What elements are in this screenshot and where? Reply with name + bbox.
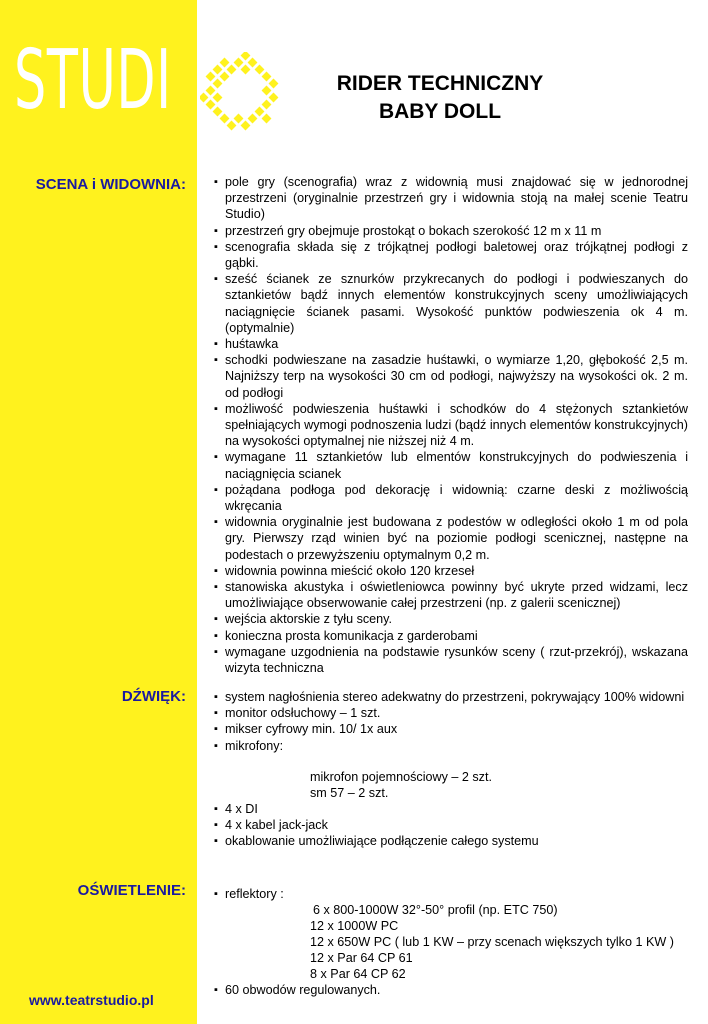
lighting-sub-item: 8 x Par 64 CP 62 (310, 967, 406, 981)
list-item: ▪ mikser cyfrowy min. 10/ 1x aux (214, 721, 688, 737)
logo-ring-tile (241, 65, 251, 75)
list-item: ▪ huśtawka (214, 336, 688, 352)
logo-ring-tile (227, 65, 237, 75)
logo-ring-tile (220, 58, 230, 68)
logo-ring-tile (241, 52, 251, 60)
lighting-sub-item: 12 x Par 64 CP 61 (310, 951, 413, 965)
lighting-sub-item: 12 x 1000W PC (310, 919, 399, 933)
list-item: ▪ scenografia składa się z trójkątnej podłogi baletowej oraz trójkątnej podłogi z gąbki. (214, 239, 688, 271)
logo-ring-tile (227, 121, 237, 131)
list-item: ▪ wymagane uzgodnienia na podstawie rysunków sceny ( rzut-przekrój), wskazana wizyta techniczna (214, 644, 688, 676)
list-item: ▪ widownia powinna mieścić około 120 krzeseł (214, 563, 688, 579)
title-line-2: BABY DOLL (378, 100, 502, 123)
logo-ring-tile (206, 86, 216, 96)
logo-ring-tile (213, 65, 223, 75)
yellow-sidebar (0, 0, 197, 1024)
list-item: ▪ pole gry (scenografia) wraz z widownią musi znajdować się w jednorodnej przestrzeni (oryginalnie przestrzeń gry i widownia stoją na małej scenie Teatru Studio) (214, 174, 688, 223)
section-label-dzwiek: DŹWIĘK: (121, 688, 186, 705)
list-item: ▪ widownia oryginalnie jest budowana z podestów w odległości około 1 m od pola gry. Pierwszy rząd winien być na poziomie podłogi scenicznej, następne na podestach o przewyższeniu optymalnym 0,2 m. (214, 514, 688, 563)
title-line-1: RIDER TECHNICZNY (336, 72, 544, 95)
list-item: ▪ stanowiska akustyka i oświetleniowca powinny być ukryte przed widzami, lecz umożliwiające obserwowanie całej przestrzeni (np. z galerii scenicznej) (214, 579, 688, 611)
logo-ring-tile (213, 107, 223, 117)
logo-ring-tile (241, 121, 251, 131)
list-item: ▪ pożądana podłoga pod dekorację i widownią: czarne deski z możliwością wkręcania (214, 482, 688, 514)
lighting-sub-item: 12 x 650W PC ( lub 1 KW – przy scenach większych tylko 1 KW ) (310, 935, 674, 949)
logo-ring-tile (213, 93, 223, 103)
section-label-oswietlenie: OŚWIETLENIE: (77, 882, 186, 899)
dzwiek-list-b (214, 801, 688, 850)
logo-ring-tile (248, 114, 258, 124)
list-item: ▪ przestrzeń gry obejmuje prostokąt o bokach szerokość 12 m x 11 m (214, 223, 688, 239)
list-item: ▪ reflektory : (214, 886, 688, 902)
list-item: ▪ schodki podwieszane na zasadzie huśtawki, o wymiarze 1,20, głębokość 2,5 m. Najniższy terp na wysokości 30 cm od podłogi, najwyższy na wysokości ok. 2 m. od podłogi (214, 352, 688, 401)
list-item: ▪ 60 obwodów regulowanych. (214, 982, 688, 998)
list-item: ▪ konieczna prosta komunikacja z garderobami (214, 628, 688, 644)
list-item: ▪ wymagane 11 sztankietów lub elmentów konstrukcyjnych do podwieszenia i naciągnięcia scianek (214, 449, 688, 481)
logo-ring-tile (234, 58, 244, 68)
list-item: ▪ mikrofony: (214, 738, 688, 754)
logo-ring-tile (200, 93, 208, 103)
logo-ring-tile (206, 100, 216, 110)
logo-ring-tile (220, 72, 230, 82)
list-item: ▪ wejścia aktorskie z tyłu sceny. (214, 611, 688, 627)
mic-sub-item: sm 57 – 2 szt. (310, 786, 389, 800)
logo-ring-tile (206, 72, 216, 82)
list-item: ▪ 4 x kabel jack-jack (214, 817, 688, 833)
logo-ring-tile (220, 114, 230, 124)
scena-list (214, 174, 688, 676)
list-item: ▪ możliwość podwieszenia huśtawki i schodków do 4 stężonych sztankietów spełniających wymogi podnoszenia ludzi (bądź innych elementów konstrukcyjnych) na wysokości optymalnej nie niższej niż 4 m. (214, 401, 688, 450)
logo-ring-tile (213, 79, 223, 89)
oswietlenie-list-b (214, 982, 688, 998)
website-link[interactable]: www.teatrstudio.pl (29, 992, 154, 1008)
list-item: ▪ okablowanie umożliwiające podłączenie całego systemu (214, 833, 688, 849)
list-item: ▪ 4 x DI (214, 801, 688, 817)
section-label-scena: SCENA i WIDOWNIA: (35, 176, 186, 193)
logo-ring-tile (234, 114, 244, 124)
oswietlenie-list-a (214, 886, 688, 902)
mic-sub-item: mikrofon pojemnościowy – 2 szt. (310, 770, 492, 784)
dzwiek-list-a (214, 689, 688, 754)
list-item: ▪ system nagłośnienia stereo adekwatny do przestrzeni, pokrywający 100% widowni (214, 689, 688, 705)
list-item: ▪ sześć ścianek ze sznurków przykrecanych do podłogi i podwieszanych do sztankietów bądź innych elementów konstrukcyjnych sceny umożliwiających naciągnięcie ścianek pasami. Wysokość punktów podwieszenia ok 4 m. (optymalnie) (214, 271, 688, 336)
studio-logo-text: STUDI (14, 33, 172, 128)
lighting-sub-item: 6 x 800-1000W 32°-50° profil (np. ETC 750) (313, 903, 558, 917)
logo-ring-tile (248, 58, 258, 68)
list-item: ▪ monitor odsłuchowy – 1 szt. (214, 705, 688, 721)
